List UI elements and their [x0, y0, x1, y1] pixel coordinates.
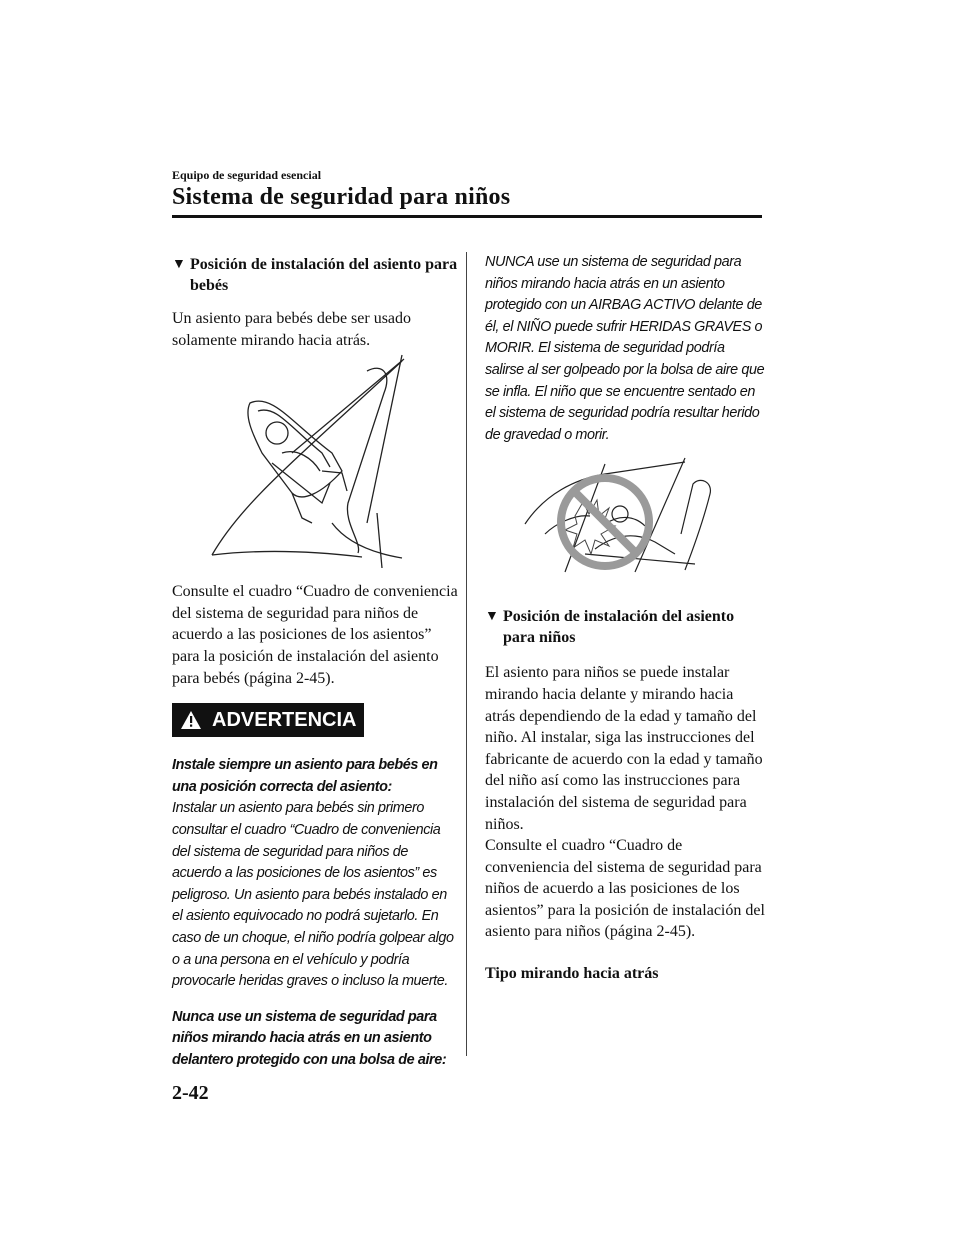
infant-seat-illustration [172, 353, 458, 575]
warning-badge [172, 703, 364, 737]
column-divider [466, 252, 467, 1056]
heading-text: Posición de instalación del asiento para bebés [190, 256, 458, 294]
warning-label: ADVERTENCIA [212, 708, 357, 731]
section-label: Equipo de seguridad esencial [172, 168, 322, 182]
heading-text: Posición de instalación del asiento para niños [503, 608, 735, 647]
triangle-bullet-icon: ▼ [485, 609, 499, 625]
triangle-bullet-icon: ▼ [172, 257, 186, 272]
paragraph: El asiento para niños se puede instalar mirando hacia delante y mirando hacia atrás dependiendo de la edad y tamaño del niño. Al instalar, siga las instrucciones del fabricante de acuerdo con la edad y tamaño del niño así como las instrucciones para instalación del sistema de seguridad para niños. [485, 664, 763, 833]
warning-banner [172, 703, 458, 737]
airbag-prohibited-illustration [485, 454, 765, 594]
right-column [485, 252, 765, 985]
warning-text: Instalar un asiento para bebés sin primero consultar el cuadro “Cuadro de conveniencia del sistema de seguridad para niños de acuerdo a las posiciones de los asientos” es peligroso. Un asiento para bebés instalado en el asiento equivocado no podrá sujetarlo. En caso de un choque, el niño podría golpear algo o a una persona en el vehículo y podría provocarle heridas graves o incluso la muerte. [172, 800, 454, 990]
subheading: Tipo mirando hacia atrás [485, 965, 659, 983]
heading-infant-seat [172, 254, 458, 296]
page-title: Sistema de seguridad para niños [172, 184, 511, 210]
header-divider [172, 215, 762, 218]
page-number: 2-42 [172, 1082, 209, 1104]
warning-text: NUNCA use un sistema de seguridad para niños mirando hacia atrás en un asiento protegido con un AIRBAG ACTIVO delante de él, el NIÑO puede sufrir HERIDAS GRAVES o MORIR. El sistema de seguridad podría salirse al ser golpeado por la bolsa de aire que se infla. El niño que se encuentre sentado en el sistema de seguridad podría resultar herido de gravedad o morir. [485, 254, 765, 443]
warning-heading: Instale siempre un asiento para bebés en una posición correcta del asiento: [172, 757, 438, 795]
paragraph: Consulte el cuadro “Cuadro de conveniencia del sistema de seguridad para niños de acuerdo a las posiciones de los asientos” para la posición de instalación del asiento para niños (página 2-45). [485, 837, 765, 941]
paragraph: Un asiento para bebés debe ser usado solamente mirando hacia atrás. [172, 310, 412, 349]
infant-seat-drawing [172, 353, 458, 575]
warning-triangle-icon [180, 710, 202, 730]
heading-child-seat [485, 606, 765, 648]
airbag-warning-drawing [485, 454, 765, 594]
left-column [172, 254, 458, 1071]
paragraph: Consulte el cuadro “Cuadro de conveniencia del sistema de seguridad para niños de acuerdo a las posiciones de los asientos” para la posición de instalación del asiento para bebés (página 2-45). [172, 583, 458, 687]
warning-heading: Nunca use un sistema de seguridad para niños mirando hacia atrás en un asiento delantero protegido con una bolsa de aire: [172, 1008, 447, 1068]
